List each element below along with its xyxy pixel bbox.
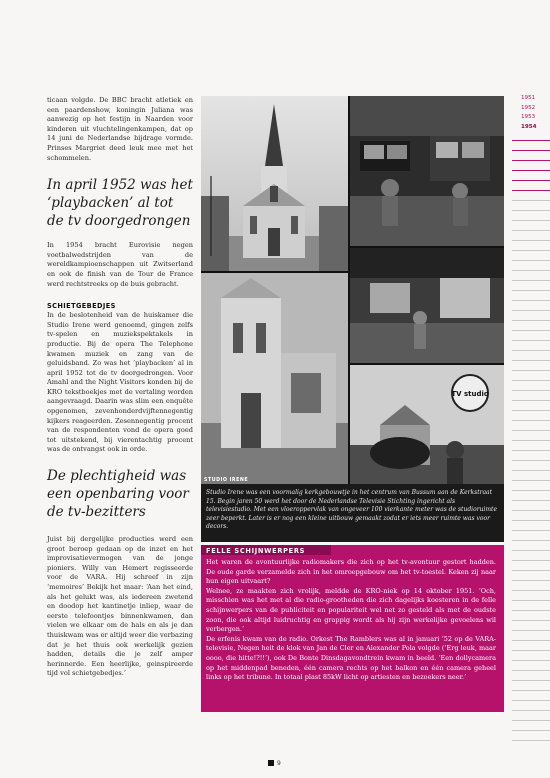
photo-tv-studio-sign: [350, 365, 504, 484]
timeline-rule: [512, 690, 550, 691]
paragraph-studio-irene: [47, 311, 193, 455]
timeline-rule: [512, 730, 550, 731]
timeline-rule: [512, 460, 550, 461]
timeline-rule: [512, 610, 550, 611]
timeline-rule: [512, 360, 550, 361]
timeline-rule: [512, 220, 550, 221]
timeline-rule: [512, 250, 550, 251]
timeline-years: [521, 94, 543, 132]
paragraph-pioniers: [47, 535, 193, 679]
control-room-illustration: [350, 96, 504, 246]
sidebar-box-felle-schijnwerpers: [201, 545, 504, 712]
timeline-rule: [512, 590, 550, 591]
timeline-rule: [512, 330, 550, 331]
timeline-rule: [512, 420, 550, 421]
photo-caption-box: [201, 484, 504, 542]
timeline-rule: [512, 310, 550, 311]
sidebar-box-text: [206, 558, 496, 683]
photo-church-side: [201, 273, 348, 484]
sidebar-box-title: FELLE SCHIJNWERPERS: [201, 545, 331, 555]
timeline-rule: [512, 620, 550, 621]
photo-collage: [201, 96, 504, 484]
paragraph-intro: [47, 96, 193, 163]
timeline-rule: [512, 600, 550, 601]
timeline-rule: [512, 410, 550, 411]
timeline-rule: [512, 390, 550, 391]
timeline-rule: [512, 700, 550, 701]
timeline-year-1954: 1954: [521, 123, 537, 130]
timeline-rule: [512, 580, 550, 581]
paragraph-text: In 1954 bracht Eurovisie negen voetbalwedstrijden van de wereldkampioenschappen uit Zwitserland en ook de finish van de Tour de France werd rechtstreeks op de buis gebracht.: [47, 241, 193, 288]
photo-label: STUDIO IRENE: [204, 478, 249, 483]
timeline-rule: [512, 570, 550, 571]
timeline-rule: [512, 670, 550, 671]
timeline-rule: [512, 710, 550, 711]
sidebar-paragraph: Welnee, ze maakten zich vrolijk, meldde de KRO-niek op 14 oktober 1951. ‘Och, misschien was het met al die radio-grootheden die zich dagelijks koesteren in de felle schijnwerpers van de publiciteit en populariteit wel net zo gesteld als met de oudste zoon, die ook altijd luidruchtig en grappig wordt als hij zijn werkelijke gevoelens wil verbergen.’: [206, 586, 496, 634]
timeline-rule: [512, 260, 550, 261]
studio-floor-illustration: [350, 248, 504, 363]
tv-sign-text: TV studio: [451, 390, 489, 398]
timeline-rule: [512, 660, 550, 661]
timeline-rule: [512, 510, 550, 511]
timeline-rule: [512, 490, 550, 491]
pull-quote-heading-1: In april 1952 was het ‘playbacken’ al tot de tv doorgedrongen: [47, 177, 193, 230]
pull-quote-heading-2: De plechtigheid was een openbaring voor de tv-bezitters: [47, 468, 189, 521]
timeline-rule: [512, 280, 550, 281]
timeline-rule: [512, 470, 550, 471]
timeline-rule: [512, 550, 550, 551]
timeline-tick: [512, 150, 550, 151]
timeline-rule: [512, 380, 550, 381]
paragraph-text: Juist bij dergelijke producties werd een groot beroep gedaan op de inzet en het improvisatievermogen van de jonge pioniers. Willy van Hemert regisseerde voor de VARA. Hij schreef in zijn ‘memoires’ Bekijk het maar: ‘Aan het eind, als het gelukt was, als iedereen zwetend en doodop het kantinetje inliep, waar de eerste telefoontjes binnenkwamen, dan vielen we elkaar om de hals en als je dan thuiskwam was er altijd weer die verbazing dat je het thuis ook werkelijk gezien hadden, details die je zelf amper herinnerde. Een heerlijke, geinspireerde tijd vol schietgebedjes.’: [47, 535, 193, 678]
sidebar-paragraph: Het waren de avontuurlijke radiomakers die zich op het tv-avontuur gestort hadden. De oude garde verzamelde zich in het omroepgebouw om het tv-toestel. Keken zij naar hun eigen uitvaart?: [206, 558, 496, 586]
timeline-rule: [512, 560, 550, 561]
timeline-rule: [512, 300, 550, 301]
timeline-rule: [512, 450, 550, 451]
timeline-rule: [512, 630, 550, 631]
timeline-rule: [512, 400, 550, 401]
timeline-rule: [512, 270, 550, 271]
timeline-rule: [512, 680, 550, 681]
timeline-rule: [512, 640, 550, 641]
timeline-year-1952: 1952: [521, 104, 536, 111]
subheading-schietgebedjes: SCHIETGEBEDJES: [47, 302, 116, 311]
photo-studio-floor: [350, 248, 504, 363]
timeline-rule: [512, 200, 550, 201]
page-number: 9: [277, 760, 281, 767]
timeline-tick: [512, 140, 550, 141]
timeline-rule: [512, 480, 550, 481]
timeline-year-1951: 1951: [521, 95, 536, 101]
timeline-rule: [512, 240, 550, 241]
paragraph-eurovisie: [47, 241, 193, 289]
timeline-rule: [512, 720, 550, 721]
timeline-rule: [512, 440, 550, 441]
photo-control-room: [350, 96, 504, 246]
timeline-tick: [512, 190, 550, 191]
timeline-rule: [512, 320, 550, 321]
photo-church-exterior: [201, 96, 348, 271]
timeline-rule: [512, 530, 550, 531]
timeline-rule: [512, 650, 550, 651]
timeline-tick: [512, 180, 550, 181]
timeline-rule: [512, 290, 550, 291]
timeline-rule: [512, 430, 550, 431]
timeline-rule: [512, 210, 550, 211]
church-side-illustration: [201, 273, 348, 484]
paragraph-text: In de beslotenheid van de huiskamer die Studio Irene werd genoemd, gingen zelfs tv-spelen en muziekspektakels in productie. Bij de opera The Telephone kwamen muziek en zang van de geluidsband. Zo was het ‘playbacken’ al in april 1952 tot de tv doorgedrongen. Voor Amahl and the Night Visitors konden bij de KRO tekstboekjes met de vertaling worden aangevraagd. Daarin was slim een enquête opgenomen, zevenhonderdvijftennegentig kijkers reageerden. Zesennegentig procent van de respondenten vond de opera goed tot uitstekend, bij vierentachtig procent was de ontvangst ook in orde.: [47, 311, 193, 454]
sidebar-paragraph: De erfenis kwam van de radio. Orkest The Ramblers was al in januari ’52 op de VARA-televisie, Negen heit de klok van Jan de Cler en Alexander Pola volgde (‘Erg leuk, maar oooo, die hitte!?!!’), ook De Bonte Dinsdagavondtrein kwam in beeld. ‘Een dollycamera op het middenpad beneden, één camera rechts op het balkon en één camera geheel links op het tribune. In totaal plast 85kW licht op artiesten en bezoekers neer.’: [206, 634, 496, 682]
timeline-rule: [512, 350, 550, 351]
timeline-rule: [512, 520, 550, 521]
timeline-tick: [512, 160, 550, 161]
timeline-rule: [512, 370, 550, 371]
timeline-rule: [512, 540, 550, 541]
timeline-year-1953: 1953: [521, 114, 536, 121]
page-marker-square: [268, 760, 274, 766]
paragraph-text: ticaan volgde. De BBC bracht atletiek en een paardenshow, koningin Juliana was aanwezig op het festijn in Naarden voor kinderen uit vluchtelingenkampen, dat op 14 juni de Nederlandse bijdrage vormde. Prinses Margriet deed leuk mee met het schommelen.: [47, 96, 193, 162]
timeline-tick: [512, 170, 550, 171]
page-footer: [268, 760, 281, 767]
tv-sign-illustration: [350, 365, 504, 484]
timeline-rule: [512, 500, 550, 501]
photo-caption: Studio Irene was een voormalig kerkgebouwtje in het centrum van Bussum aan de Kerkstraat 15. Begin jaren 50 werd het door de Nederlandse Televisie Stichting ingericht als televisiestudio. Met een vloeroppervlak van ongeveer 100 vierkante meter was de studioruimte zeer beperkt. Later is er nog een kleine uitbouw gemaakt zodat er iets meer ruimte was voor decors.: [206, 489, 498, 531]
church-illustration: [201, 96, 348, 271]
timeline-rule: [512, 740, 550, 741]
timeline-rule: [512, 340, 550, 341]
left-text-column: [47, 96, 193, 679]
timeline-rule: [512, 230, 550, 231]
